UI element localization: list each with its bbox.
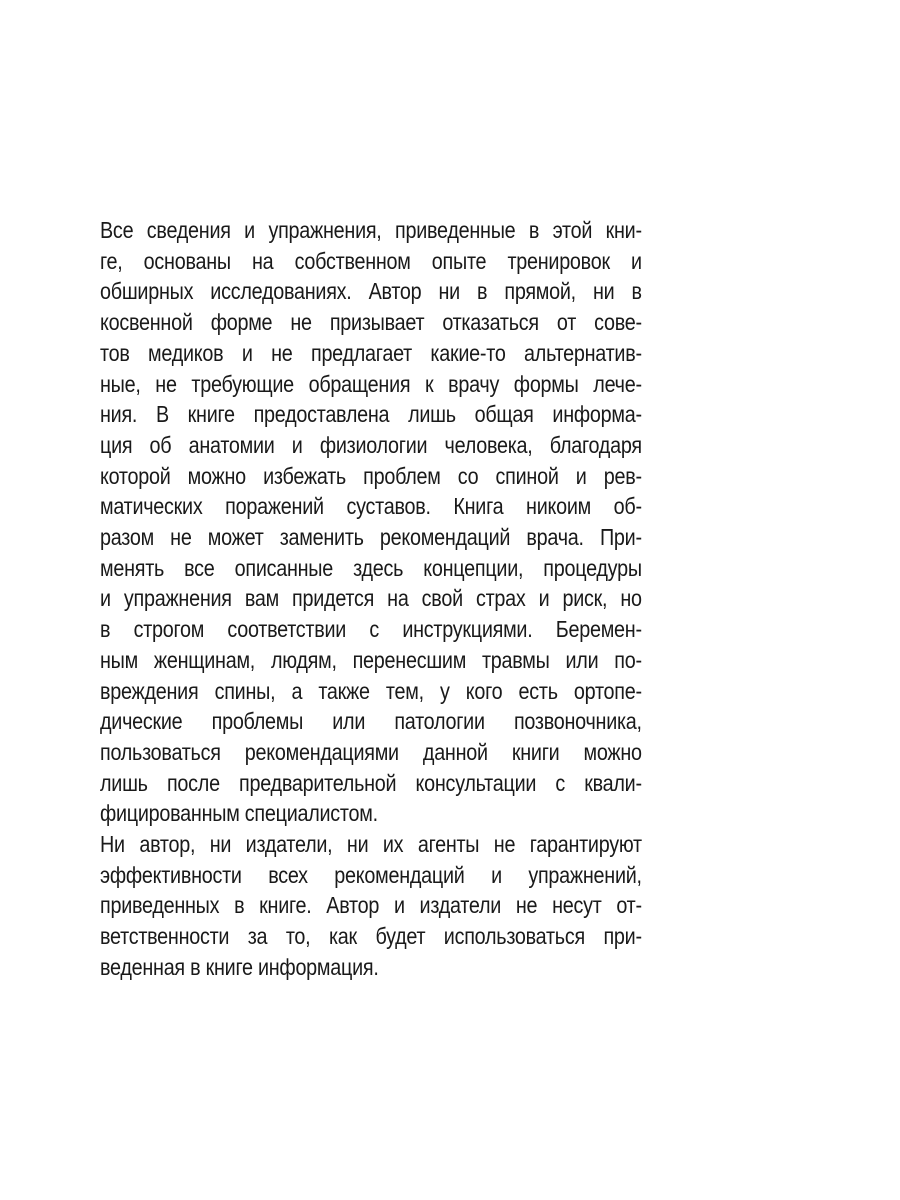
text-line: вреждения спины, а также тем, у кого есть ортопе-	[100, 677, 642, 704]
text-line: ния. В книге предоставлена лишь общая информа-	[100, 401, 642, 428]
text-line: веденная в книге информация.	[100, 953, 379, 980]
text-line: приведенных в книге. Автор и издатели не несут от-	[100, 892, 642, 919]
disclaimer-paragraph-2	[100, 829, 642, 983]
text-line: обширных исследованиях. Автор ни в прямой, ни в	[100, 278, 642, 305]
text-line: ным женщинам, людям, перенесшим травмы или по-	[100, 646, 642, 673]
text-line: в строгом соответствии с инструкциями. Беремен-	[100, 616, 642, 643]
disclaimer-text	[100, 215, 642, 983]
text-line: ветственности за то, как будет использоваться при-	[100, 923, 642, 950]
text-line: ция об анатомии и физиологии человека, благодаря	[100, 431, 642, 458]
text-line: косвенной форме не призывает отказаться от сове-	[100, 309, 642, 336]
text-line: и упражнения вам придется на свой страх и риск, но	[100, 585, 642, 612]
text-line: эффективности всех рекомендаций и упражнений,	[100, 861, 642, 888]
text-line: лишь после предварительной консультации с квали-	[100, 769, 642, 796]
text-line: менять все описанные здесь концепции, процедуры	[100, 554, 642, 581]
text-line: разом не может заменить рекомендаций врача. При-	[100, 524, 642, 551]
text-line: тов медиков и не предлагает какие-то альтернатив-	[100, 339, 642, 366]
text-line: матических поражений суставов. Книга никоим об-	[100, 493, 642, 520]
text-line: ге, основаны на собственном опыте тренировок и	[100, 247, 642, 274]
text-line: которой можно избежать проблем со спиной и рев-	[100, 462, 642, 489]
text-line: Все сведения и упражнения, приведенные в этой кни-	[100, 217, 642, 243]
text-line: пользоваться рекомендациями данной книги можно	[100, 738, 642, 765]
text-line: фицированным специалистом.	[100, 800, 378, 827]
disclaimer-paragraph-1	[100, 215, 642, 829]
text-line: Ни автор, ни издатели, ни их агенты не гарантируют	[100, 831, 642, 858]
text-line: ные, не требующие обращения к врачу формы лече-	[100, 370, 642, 397]
text-line: дические проблемы или патологии позвоночника,	[100, 708, 642, 735]
